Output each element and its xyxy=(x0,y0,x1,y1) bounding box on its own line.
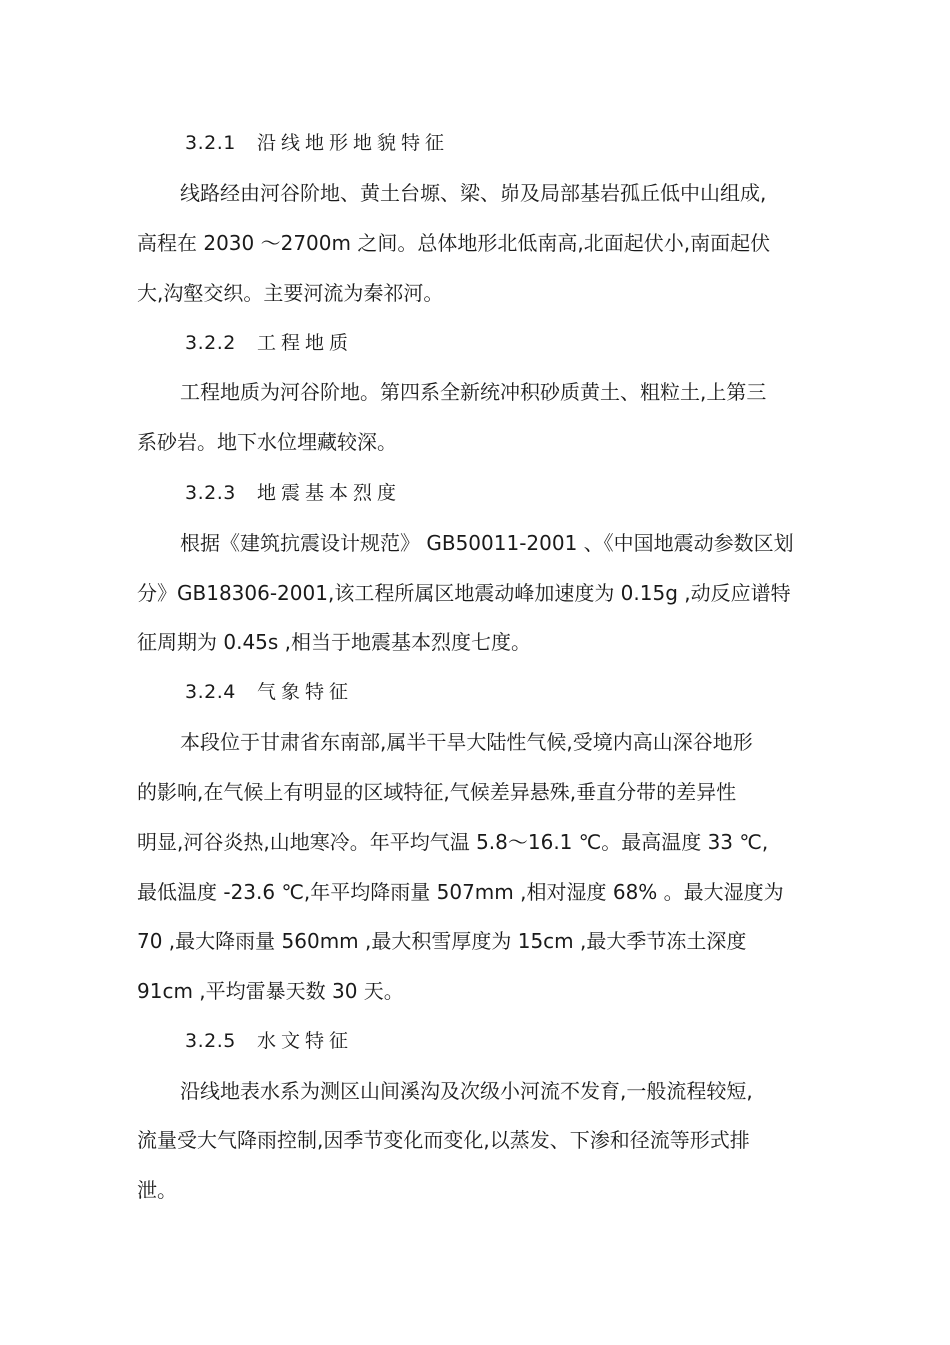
paragraph-line: 的影响,在气候上有明显的区域特征,气候差异悬殊,垂直分带的差异性 xyxy=(137,780,737,804)
paragraph-line: 明显,河谷炎热,山地寒冷。年平均气温 5.8～16.1 ℃。最高温度 33 ℃, xyxy=(137,830,769,854)
paragraph-line: 最低温度 -23.6 ℃,年平均降雨量 507mm ,相对湿度 68% 。最大湿度为 xyxy=(137,880,784,904)
section-title: 沿线地形地貌特征 xyxy=(257,132,450,154)
paragraph-line: 工程地质为河谷阶地。第四系全新统冲积砂质黄土、粗粒土,上第三 xyxy=(180,380,767,404)
paragraph-line: 分》GB18306-2001,该工程所属区地震动峰加速度为 0.15g ,动反应谱特 xyxy=(137,581,791,605)
section-heading xyxy=(185,479,401,507)
paragraph-line: 征周期为 0.45s ,相当于地震基本烈度七度。 xyxy=(137,630,532,654)
paragraph-line: 70 ,最大降雨量 560mm ,最大积雪厚度为 15cm ,最大季节冻土深度 xyxy=(137,929,747,953)
paragraph-line: 高程在 2030 ～2700m 之间。总体地形北低南高,北面起伏小,南面起伏 xyxy=(137,231,771,255)
section-title: 工程地质 xyxy=(257,332,354,354)
paragraph-line: 91cm ,平均雷暴天数 30 天。 xyxy=(137,979,404,1003)
paragraph-line: 流量受大气降雨控制,因季节变化而变化,以蒸发、下渗和径流等形式排 xyxy=(137,1128,750,1152)
section-number: 3.2.3 xyxy=(185,482,236,504)
section-number: 3.2.5 xyxy=(185,1030,236,1052)
section-title: 地震基本烈度 xyxy=(257,482,402,504)
paragraph-line: 线路经由河谷阶地、黄土台塬、梁、峁及局部基岩孤丘低中山组成, xyxy=(180,181,767,205)
section-heading xyxy=(185,678,353,706)
paragraph-line: 本段位于甘肃省东南部,属半干旱大陆性气候,受境内高山深谷地形 xyxy=(180,730,753,754)
section-title: 水文特征 xyxy=(257,1030,354,1052)
section-heading xyxy=(185,329,353,357)
paragraph-line: 大,沟壑交织。主要河流为秦祁河。 xyxy=(137,281,444,305)
section-number: 3.2.2 xyxy=(185,332,236,354)
section-heading xyxy=(185,129,449,157)
section-number: 3.2.4 xyxy=(185,681,236,703)
paragraph-line: 泄。 xyxy=(137,1178,177,1202)
section-heading xyxy=(185,1027,353,1055)
paragraph-line: 系砂岩。地下水位埋藏较深。 xyxy=(137,430,397,454)
section-title: 气象特征 xyxy=(257,681,354,703)
paragraph-line: 根据《建筑抗震设计规范》 GB50011-2001 、《中国地震动参数区划 xyxy=(180,531,794,555)
paragraph-line: 沿线地表水系为测区山间溪沟及次级小河流不发育,一般流程较短, xyxy=(180,1079,753,1103)
section-number: 3.2.1 xyxy=(185,132,236,154)
